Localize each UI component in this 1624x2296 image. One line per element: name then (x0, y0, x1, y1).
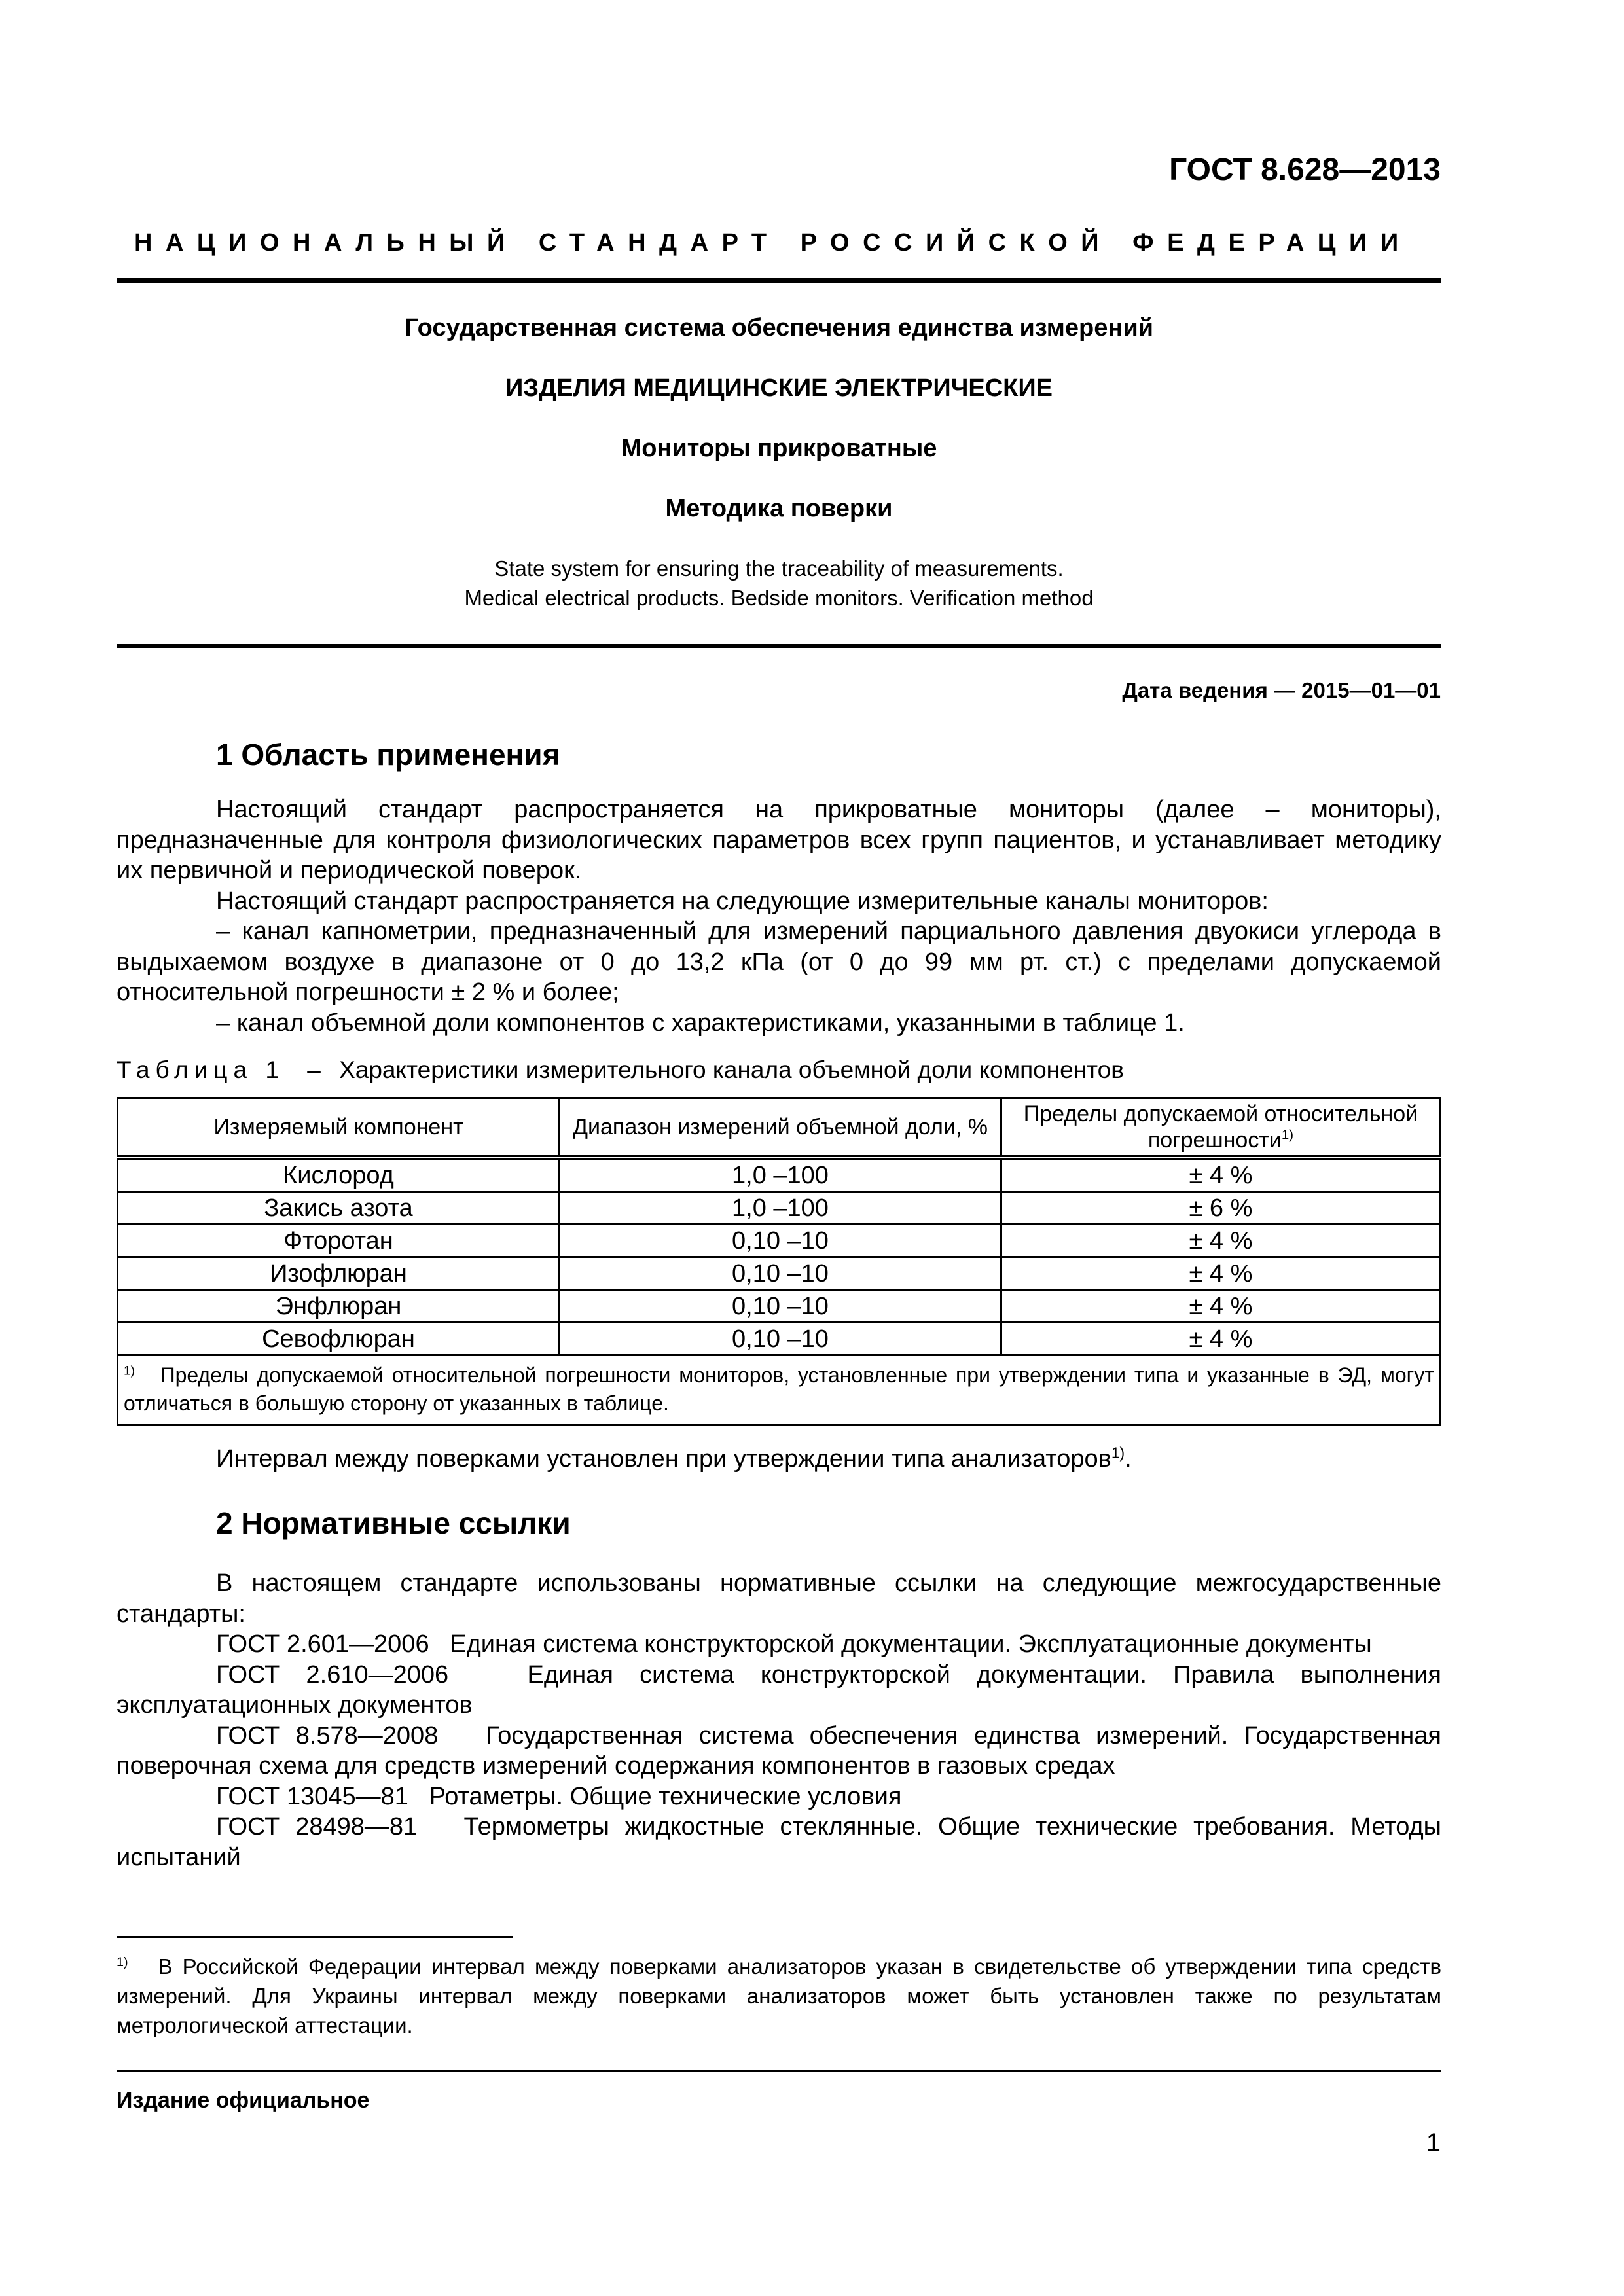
interval-text: Интервал между поверками установлен при утверждении типа анализаторов (216, 1445, 1111, 1473)
table-note-text: Пределы допускаемой относительной погрешности мониторов, установленные при утверждении типа и указанные в ЭД, могут отличаться в большую сторону от указанных в таблице. (124, 1363, 1435, 1415)
cell-range: 1,0 –100 (560, 1192, 1001, 1225)
reference-item (117, 1782, 1441, 1812)
section-2-heading: 2 Нормативные ссылки (216, 1506, 571, 1540)
section-1-body (117, 795, 1441, 1038)
table-row (118, 1158, 1441, 1192)
cell-error: ± 4 % (1001, 1323, 1440, 1355)
cell-component: Энфлюран (118, 1290, 560, 1323)
header-error (1001, 1098, 1440, 1158)
cell-component: Закись азота (118, 1192, 560, 1225)
table-1-label: Таблица 1 (117, 1056, 285, 1083)
cell-component: Изофлюран (118, 1257, 560, 1290)
cell-error: ± 6 % (1001, 1192, 1440, 1225)
reference-item (117, 1812, 1441, 1873)
table-note-sup: 1) (124, 1364, 135, 1378)
section-2-intro: В настоящем стандарте использованы нормативные ссылки на следующие межгосударственные стандарты: (117, 1570, 1441, 1628)
section-1-heading: 1 Область применения (216, 738, 560, 772)
cell-component: Фторотан (118, 1225, 560, 1257)
bottom-divider (117, 2070, 1441, 2072)
footnote-separator (117, 1936, 513, 1938)
interval-end: . (1125, 1445, 1132, 1473)
english-title-line-2: Medical electrical products. Bedside monitors. Verification method (464, 586, 1094, 610)
table-row (118, 1225, 1441, 1257)
cell-error: ± 4 % (1001, 1225, 1440, 1257)
english-title (117, 554, 1441, 613)
reference-code: ГОСТ 8.578—2008 (216, 1721, 439, 1749)
reference-code: ГОСТ 2.610—2006 (216, 1660, 449, 1689)
cell-component: Севофлюран (118, 1323, 560, 1355)
cell-range: 0,10 –10 (560, 1290, 1001, 1323)
interval-sup: 1) (1111, 1444, 1125, 1462)
table-row (118, 1192, 1441, 1225)
header-error-text: Пределы допускаемой относительной погрешности (1023, 1102, 1418, 1153)
table-1-title (117, 1056, 1441, 1084)
cell-component: Кислород (118, 1158, 560, 1192)
method-title: Методика поверки (665, 495, 893, 522)
cell-error: ± 4 % (1001, 1257, 1440, 1290)
page-footnote (117, 1952, 1441, 2040)
title-divider (117, 644, 1441, 648)
edition-label: Издание официальное (117, 2088, 370, 2113)
table-row (118, 1290, 1441, 1323)
cell-range: 0,10 –10 (560, 1257, 1001, 1290)
reference-code: ГОСТ 13045—81 (216, 1782, 408, 1810)
interval-paragraph (117, 1444, 1441, 1475)
header-range: Диапазон измерений объемной доли, % (560, 1098, 1001, 1158)
section-1-paragraph-1: Настоящий стандарт распространяется на прикроватные мониторы (далее – мониторы), предназначенные для контроля физиологических параметров всех групп пациентов, и устанавливает методику их первичной и периодической поверок. (117, 796, 1441, 884)
reference-title: Государственная система обеспечения единства измерений. Государственная поверочная схема для средств измерений содержания компонентов в газовых средах (117, 1721, 1441, 1780)
section-1-paragraph-2: Настоящий стандарт распространяется на следующие измерительные каналы мониторов: (216, 887, 1269, 915)
reference-title: Единая система конструкторской документации. Эксплуатационные документы (450, 1630, 1372, 1658)
table-1 (117, 1097, 1441, 1426)
product-title: ИЗДЕЛИЯ МЕДИЦИНСКИЕ ЭЛЕКТРИЧЕСКИЕ (505, 374, 1053, 402)
footnote-sup: 1) (117, 1955, 128, 1969)
footnote-text: В Российской Федерации интервал между поверками анализаторов указан в свидетельстве об утверждении типа средств измерений. Для Украины интервал между поверками анализаторов может быть установлен также по результатам метрологической аттестации. (117, 1954, 1441, 2037)
reference-item (117, 1629, 1441, 1660)
cell-error: ± 4 % (1001, 1158, 1440, 1192)
section-1-item-2: – канал объемной доли компонентов с характеристиками, указанными в таблице 1. (216, 1009, 1185, 1037)
table-row (118, 1323, 1441, 1355)
reference-title: Ротаметры. Общие технические условия (429, 1782, 902, 1810)
section-1-item-1: – канал капнометрии, предназначенный для измерений парциального давления двуокиси углерода в выдыхаемом воздухе в диапазоне от 0 до 13,2 кПа (от 0 до 99 мм рт. ст.) с пределами допускаемой относительной погрешности ± 2 % и более; (117, 918, 1441, 1006)
reference-code: ГОСТ 28498—81 (216, 1813, 418, 1840)
cell-range: 0,10 –10 (560, 1225, 1001, 1257)
header-component: Измеряемый компонент (118, 1098, 560, 1158)
effective-date: Дата ведения — 2015—01—01 (1122, 678, 1441, 702)
english-title-line-1: State system for ensuring the traceability of measurements. (494, 556, 1064, 581)
cell-range: 1,0 –100 (560, 1158, 1001, 1192)
section-2-body (117, 1568, 1441, 1873)
table-1-caption: Характеристики измерительного канала объемной доли компонентов (339, 1056, 1124, 1083)
document-code: ГОСТ 8.628—2013 (1169, 152, 1441, 187)
reference-title: Термометры жидкостные стеклянные. Общие технические требования. Методы испытаний (117, 1813, 1441, 1871)
reference-item (117, 1660, 1441, 1721)
table-header-row (118, 1098, 1441, 1158)
reference-item (117, 1721, 1441, 1782)
system-title: Государственная система обеспечения единства измерений (404, 314, 1154, 342)
reference-code: ГОСТ 2.601—2006 (216, 1630, 429, 1658)
header-error-sup: 1) (1281, 1128, 1294, 1143)
cell-error: ± 4 % (1001, 1290, 1440, 1323)
page-number: 1 (1426, 2128, 1441, 2157)
cell-range: 0,10 –10 (560, 1323, 1001, 1355)
table-1-dash: – (307, 1056, 321, 1083)
top-divider (117, 278, 1441, 283)
national-standard-banner: НАЦИОНАЛЬНЫЙ СТАНДАРТ РОССИЙСКОЙ ФЕДЕРАЦИИ (134, 229, 1412, 257)
reference-title: Единая система конструкторской документации. Правила выполнения эксплуатационных документов (117, 1660, 1441, 1719)
subject-title: Мониторы прикроватные (621, 435, 937, 462)
table-note (118, 1355, 1441, 1426)
table-note-row (118, 1355, 1441, 1426)
table-row (118, 1257, 1441, 1290)
